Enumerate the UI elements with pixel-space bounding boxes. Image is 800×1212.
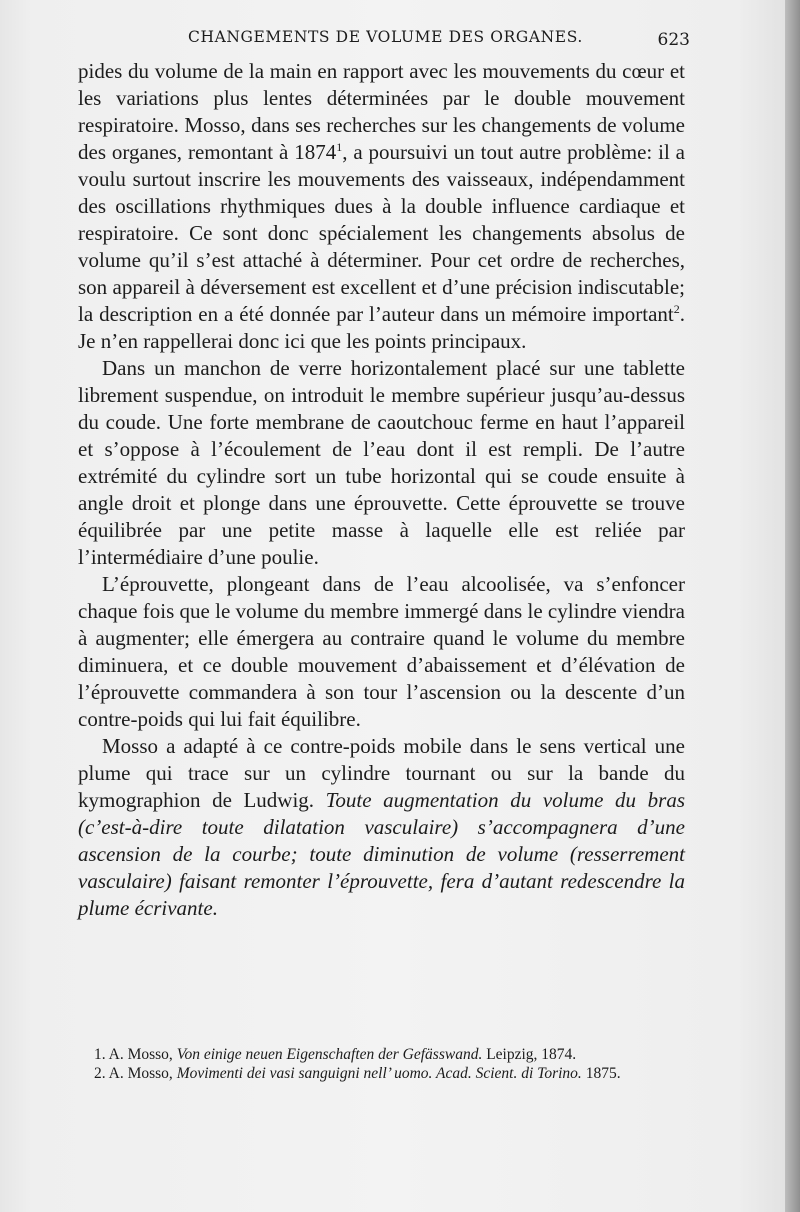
footnote-1-author: 1. A. Mosso, [94,1046,173,1063]
running-head [60,26,690,52]
paragraph-4 [78,733,685,922]
paragraph-1-text-a: pides du volume de la main en rapport avec les mouvements du cœur et les variations plus lentes déterminées par le double mouvement respiratoire. Mosso, dans ses recherches sur les changements de volume des organes, remontant à 1874 [78,59,685,164]
paragraph-1 [78,58,685,355]
footnote-1-title: Von einige neuen Eigenschaften der Gefässwand. [176,1046,483,1063]
footnote-1-rest: Leipzig, 1874. [486,1046,577,1063]
footnotes [78,1045,685,1083]
page-edge [785,0,800,1212]
footnote-ref-2: 2 [673,302,680,316]
body-text [78,58,685,922]
paragraph-1-text-c: . Je n’en rappellerai donc ici que les points principaux. [78,302,685,353]
paragraph-1-text-b: , a poursuivi un tout autre problème: il a voulu surtout inscrire les mouvements des vaisseaux, indépendamment des oscillations rhythmiques dues à la double influence cardiaque et respiratoire. Ce sont donc spécialement les changements absolus de volume qu’il s’est attaché à déterminer. Pour cet ordre de recherches, son appareil à déversement est excellent et d’une précision indiscutable; la description en a été donnée par l’auteur dans un mémoire important [78,140,685,326]
footnote-ref-1: 1 [336,140,343,154]
footnote-2-rest: 1875. [585,1065,621,1082]
running-title: CHANGEMENTS DE VOLUME DES ORGANES. [188,28,583,46]
page-number: 623 [657,30,690,50]
footnote-2-author: 2. A. Mosso, [94,1065,173,1082]
paragraph-4-text: Mosso a adapté à ce contre-poids mobile dans le sens vertical une plume qui trace sur un cylindre tournant ou sur la bande du kymographion de Ludwig. [78,734,685,812]
paragraph-4-italic: Toute augmentation du volume du bras (c’est-à-dire toute dilatation vasculaire) s’accompagnera d’une ascension de la courbe; toute diminution de volume (resserrement vasculaire) faisant remonter l’éprouvette, fera d’autant redescendre la plume écrivante. [78,788,685,920]
paragraph-3: L’éprouvette, plongeant dans de l’eau alcoolisée, va s’enfoncer chaque fois que le volume du membre immergé dans le cylindre viendra à augmenter; elle émergera au contraire quand le volume du membre diminuera, et ce double mouvement d’abaissement et d’élévation de l’éprouvette commandera à son tour l’ascension ou la descente d’un contre-poids qui lui fait équilibre. [78,572,685,731]
footnote-1 [78,1045,685,1064]
paragraph-2: Dans un manchon de verre horizontalement placé sur une tablette librement suspendue, on introduit le membre supérieur jusqu’au-dessus du coude. Une forte membrane de caoutchouc ferme en haut l’appareil et s’oppose à l’écoulement de l’eau dont il est rempli. De l’autre extrémité du cylindre sort un tube horizontal qui se coude ensuite à angle droit et plonge dans une éprouvette. Cette éprouvette se trouve équilibrée par une petite masse à laquelle elle est reliée par l’intermédiaire d’une poulie. [78,356,685,569]
footnote-2-title: Movimenti dei vasi sanguigni nell’ uomo. Acad. Scient. di Torino. [176,1065,582,1082]
footnote-2 [78,1064,685,1083]
